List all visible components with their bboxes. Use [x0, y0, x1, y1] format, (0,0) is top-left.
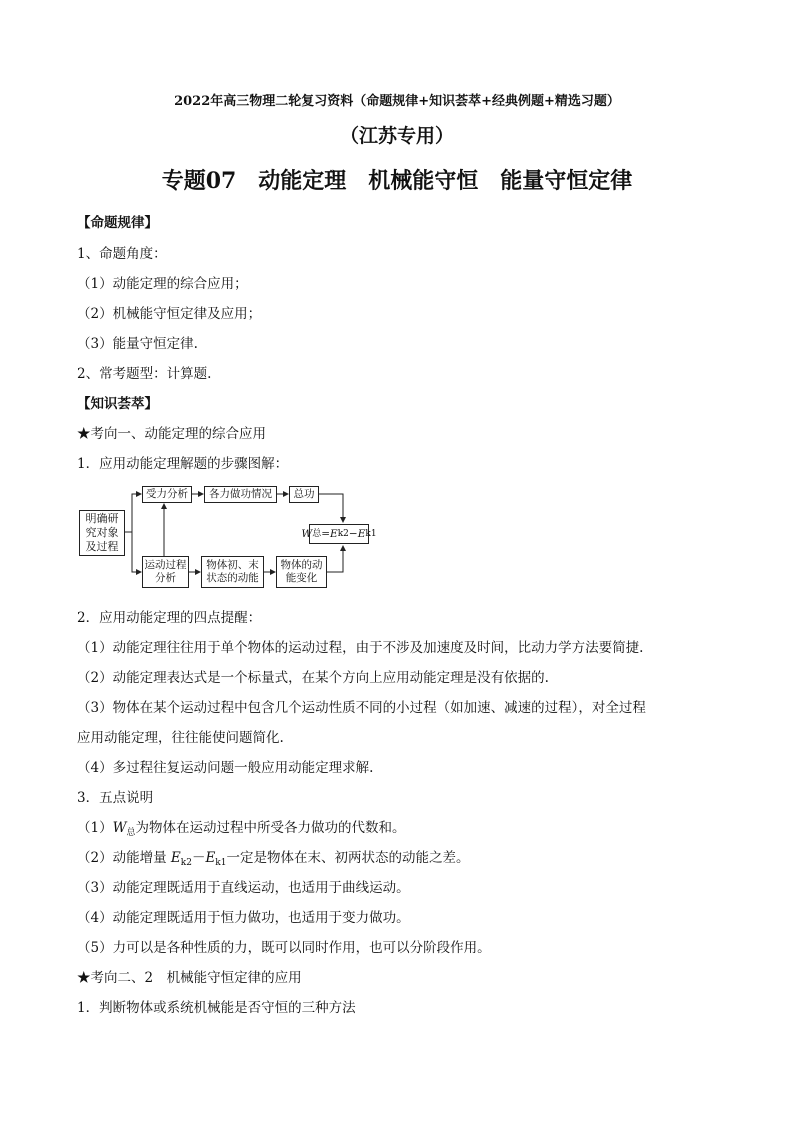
text-line: （1）动能定理往往用于单个物体的运动过程，由于不涉及加速度及时间，比动力学方法要简捷.	[77, 640, 644, 656]
flow-box-start: 明确研究对象及过程	[79, 510, 125, 556]
symbol-e: E	[170, 850, 181, 866]
document-main-title: 专题07 动能定理 机械能守恒 能量守恒定律	[161, 168, 633, 194]
flow-box-initial-final-states: 物体初、末状态的动能	[201, 556, 264, 588]
equation-e2: E	[330, 527, 338, 540]
flow-box-force-analysis: 受力分析	[142, 486, 192, 503]
text-line: （4）动能定理既适用于恒力做功，也适用于变力做功。	[77, 910, 410, 926]
text-fragment: （1）	[77, 820, 113, 836]
text-line: 应用动能定理，往往能使问题简化.	[77, 730, 284, 746]
symbol-minus: －	[191, 850, 206, 866]
text-line: 1．判断物体或系统机械能是否守恒的三种方法	[77, 1000, 356, 1016]
flow-box-total-work: 总功	[289, 486, 319, 503]
equation-k1: k1	[365, 528, 377, 539]
text-line: 1、命题角度：	[77, 246, 167, 262]
symbol-k2: k2	[180, 858, 192, 868]
text-line: （4）多过程往复运动问题一般应用动能定理求解.	[77, 760, 374, 776]
flow-box-theorem-equation	[301, 524, 377, 544]
equation-minus: −	[348, 527, 358, 540]
text-line: 1．应用动能定理解题的步骤图解：	[77, 456, 289, 472]
equation-k2: k2	[337, 528, 349, 539]
text-line: （5）力可以是各种性质的力，既可以同时作用，也可以分阶段作用。	[77, 940, 491, 956]
flow-box-ke-change: 物体的动能变化	[276, 556, 327, 588]
text-fragment: 为物体在运动过程中所受各力做功的代数和。	[135, 820, 406, 836]
text-line: （2）机械能守恒定律及应用；	[77, 306, 262, 322]
symbol-k1: k1	[215, 858, 227, 868]
text-line: （3）能量守恒定律.	[77, 336, 198, 352]
text-line: （1）动能定理的综合应用；	[77, 276, 248, 292]
text-line: （2）动能定理表达式是一个标量式，在某个方向上应用动能定理是没有依据的.	[77, 670, 549, 686]
topic-heading: ★考向二、2 机械能守恒定律的应用	[77, 970, 302, 986]
symbol-e: E	[205, 850, 216, 866]
section-heading-rules: 【命题规律】	[77, 215, 158, 231]
topic-heading: ★考向一、动能定理的综合应用	[77, 426, 266, 442]
equation-e1: E	[357, 527, 366, 540]
text-fragment: （2）动能增量	[77, 850, 171, 866]
section-heading-knowledge: 【知识荟萃】	[77, 396, 158, 412]
text-line: （3）物体在某个运动过程中包含几个运动性质不同的小过程（如加速、减速的过程），对全过程	[77, 700, 646, 716]
symbol-w: W	[112, 820, 127, 836]
kinetic-energy-theorem-flowchart	[77, 484, 377, 594]
text-line: （3）动能定理既适用于直线运动，也适用于曲线运动。	[77, 880, 410, 896]
flow-box-motion-analysis: 运动过程分析	[142, 556, 189, 588]
equation-equals: =	[321, 527, 331, 540]
text-line: 2．应用动能定理的四点提醒：	[77, 610, 262, 626]
symbol-w-sub: 总	[126, 828, 136, 838]
text-line: 3．五点说明	[77, 790, 154, 806]
text-line: 2、常考题型：计算题.	[77, 366, 212, 382]
flow-box-work-of-forces: 各力做功情况	[204, 486, 277, 503]
text-line-total-work	[77, 818, 757, 843]
document-series-title: 2022年高三物理二轮复习资料（命题规律+知识荟萃+经典例题+精选习题）	[174, 94, 620, 109]
equation-w: W	[301, 527, 313, 540]
equation-w-sub: 总	[312, 528, 322, 539]
text-fragment: 一定是物体在末、初两状态的动能之差。	[226, 850, 470, 866]
document-subtitle: （江苏专用）	[339, 125, 454, 147]
text-line-ke-increment	[77, 848, 757, 873]
